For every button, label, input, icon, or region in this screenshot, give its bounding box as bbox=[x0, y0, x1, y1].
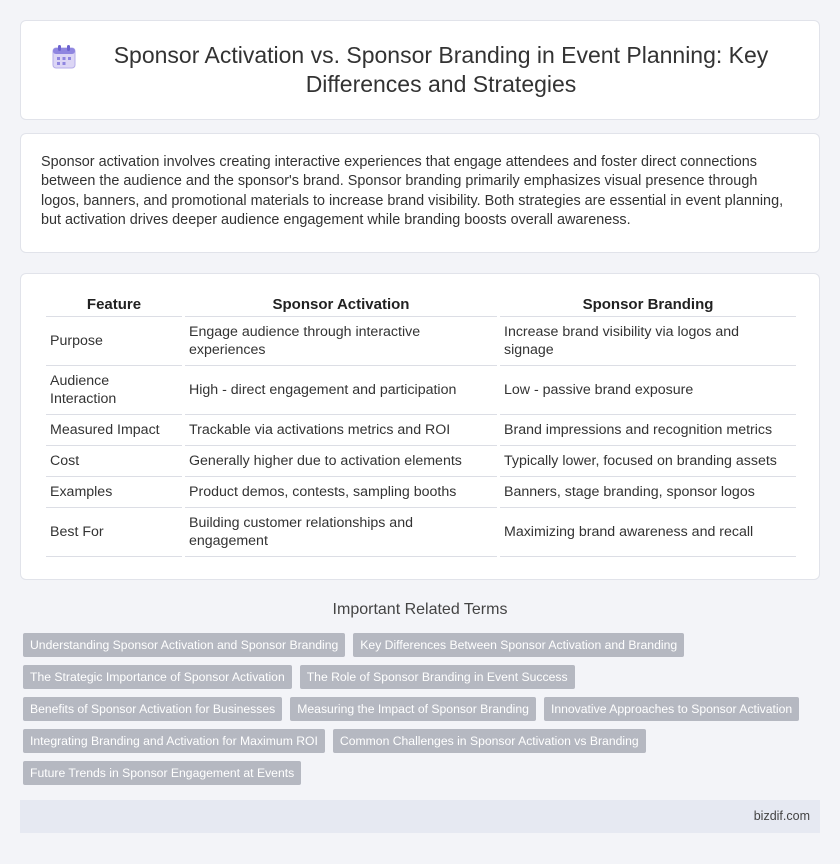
related-term-link[interactable]: Future Trends in Sponsor Engagement at Events bbox=[23, 761, 301, 785]
related-term-link[interactable]: The Role of Sponsor Branding in Event Success bbox=[300, 665, 575, 689]
comparison-table bbox=[43, 292, 799, 557]
table-row bbox=[46, 415, 796, 446]
page-title: Sponsor Activation vs. Sponsor Branding in Event Planning: Key Differences and Strategies bbox=[113, 42, 769, 97]
cell-branding: Low - passive brand exposure bbox=[500, 366, 796, 415]
cell-activation: High - direct engagement and participation bbox=[185, 366, 497, 415]
title-wrap bbox=[50, 41, 790, 99]
footer-site-link[interactable]: bizdif.com bbox=[753, 809, 810, 823]
related-term-link[interactable]: Integrating Branding and Activation for Maximum ROI bbox=[23, 729, 325, 753]
cell-feature: Purpose bbox=[46, 317, 182, 366]
title-card bbox=[20, 20, 820, 120]
table-row bbox=[46, 317, 796, 366]
cell-feature: Best For bbox=[46, 508, 182, 557]
table-row bbox=[46, 477, 796, 508]
related-term-link[interactable]: Measuring the Impact of Sponsor Branding bbox=[290, 697, 536, 721]
related-term-link[interactable]: Benefits of Sponsor Activation for Businesses bbox=[23, 697, 282, 721]
table-row bbox=[46, 366, 796, 415]
header-branding: Sponsor Branding bbox=[500, 292, 796, 317]
related-term-link[interactable]: Common Challenges in Sponsor Activation vs Branding bbox=[333, 729, 646, 753]
cell-feature: Examples bbox=[46, 477, 182, 508]
cell-activation: Building customer relationships and engagement bbox=[185, 508, 497, 557]
cell-feature: Measured Impact bbox=[46, 415, 182, 446]
comparison-card bbox=[20, 273, 820, 580]
cell-activation: Engage audience through interactive experiences bbox=[185, 317, 497, 366]
tag-row bbox=[23, 761, 813, 785]
cell-branding: Typically lower, focused on branding assets bbox=[500, 446, 796, 477]
cell-branding: Increase brand visibility via logos and signage bbox=[500, 317, 796, 366]
calendar-icon bbox=[50, 43, 78, 71]
related-term-link[interactable]: Understanding Sponsor Activation and Sponsor Branding bbox=[23, 633, 345, 657]
related-terms-title: Important Related Terms bbox=[332, 601, 508, 618]
table-row bbox=[46, 508, 796, 557]
footer bbox=[20, 800, 820, 833]
related-term-link[interactable]: Key Differences Between Sponsor Activation and Branding bbox=[353, 633, 684, 657]
intro-text: Sponsor activation involves creating interactive experiences that engage attendees and foster direct connections between the audience and the sponsor's brand. Sponsor branding primarily emphasizes visual presence through logos, banners, and promotional materials to increase brand visibility. Both strategies are essential in event planning, but activation drives deeper audience engagement while branding boosts overall awareness. bbox=[41, 154, 784, 229]
header-feature: Feature bbox=[46, 292, 182, 317]
header-activation: Sponsor Activation bbox=[185, 292, 497, 317]
tag-row bbox=[23, 665, 813, 689]
table-row bbox=[46, 446, 796, 477]
cell-feature: Cost bbox=[46, 446, 182, 477]
related-terms-list bbox=[23, 633, 813, 793]
table-header-row bbox=[46, 292, 796, 317]
cell-branding: Banners, stage branding, sponsor logos bbox=[500, 477, 796, 508]
tag-row bbox=[23, 633, 813, 657]
tag-row bbox=[23, 697, 813, 721]
cell-activation: Generally higher due to activation elements bbox=[185, 446, 497, 477]
cell-branding: Maximizing brand awareness and recall bbox=[500, 508, 796, 557]
cell-branding: Brand impressions and recognition metrics bbox=[500, 415, 796, 446]
cell-feature: Audience Interaction bbox=[46, 366, 182, 415]
related-term-link[interactable]: Innovative Approaches to Sponsor Activation bbox=[544, 697, 799, 721]
tag-row bbox=[23, 729, 813, 753]
intro-card bbox=[20, 133, 820, 253]
related-term-link[interactable]: The Strategic Importance of Sponsor Activation bbox=[23, 665, 292, 689]
cell-activation: Trackable via activations metrics and ROI bbox=[185, 415, 497, 446]
cell-activation: Product demos, contests, sampling booths bbox=[185, 477, 497, 508]
